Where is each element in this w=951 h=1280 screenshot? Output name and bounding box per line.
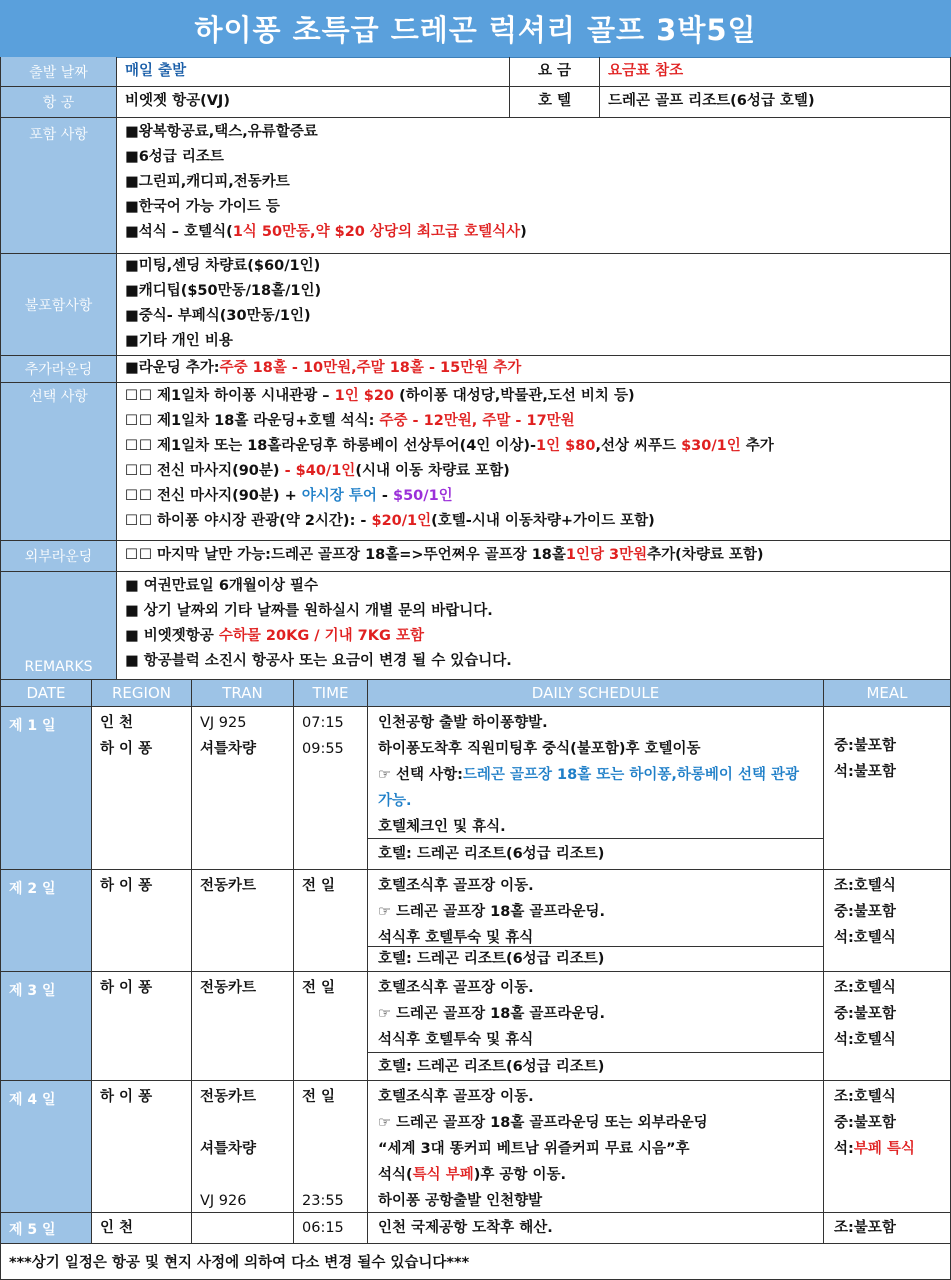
col-header-time: TIME	[294, 680, 368, 707]
day5-date: 제 5 일	[0, 1213, 92, 1244]
included-item: ■그린피,캐디피,전동카트	[125, 174, 290, 190]
excluded-item: ■미팅,센딩 차량료($60/1인)	[125, 258, 321, 274]
day1-hotel: 호텔: 드레곤 리조트(6성급 리조트)	[368, 838, 823, 869]
option-item: ☐☐ 제1일차 18홀 라운딩+호텔 석식: 주중 - 12만원, 주말 - 17만원	[125, 413, 575, 429]
day5-time: 06:15	[294, 1213, 368, 1244]
excluded-list	[117, 254, 951, 356]
remark-item: ■ 여권만료일 6개월이상 필수	[125, 578, 319, 594]
day5-schedule: 인천 국제공항 도착후 해산.	[368, 1213, 824, 1244]
excluded-label: 불포함사항	[0, 254, 117, 356]
outside-round-value: ☐☐ 마지막 날만 가능:드레곤 골프장 18홀=>뚜언쩌우 골프장 18홀 1인당 3만원 추가(차량료 포함)	[117, 541, 951, 572]
option-item: ☐☐ 제1일차 하이퐁 시내관광 – 1인 $20 (하이퐁 대성당,박물관,도선 비치 등)	[125, 388, 635, 404]
day5-region: 인 천	[92, 1213, 192, 1244]
day3-date: 제 3 일	[0, 972, 92, 1081]
excluded-item: ■기타 개인 비용	[125, 333, 233, 349]
remark-item: ■ 항공블럭 소진시 항공사 또는 요금이 변경 될 수 있습니다.	[125, 653, 512, 669]
day3-region: 하 이 퐁	[92, 972, 192, 1081]
remark-item: ■ 비엣젯항공 수하물 20KG / 기내 7KG 포함	[125, 628, 424, 644]
col-header-schedule: DAILY SCHEDULE	[368, 680, 824, 707]
day4-time: 전 일 23:55	[294, 1081, 368, 1213]
day3-tran: 전동카트	[192, 972, 294, 1081]
col-header-tran: TRAN	[192, 680, 294, 707]
included-meal: ■석식 – 호텔식(1식 50만동,약 $20 상당의 최고급 호텔식사)	[125, 224, 527, 240]
extra-round-value: ■라운딩 추가: 주중 18홀 - 10만원,주말 18홀 - 15만원 추가	[117, 356, 951, 383]
day3-schedule: 호텔조식후 골프장 이동. ☞ 드레곤 골프장 18홀 골프라운딩. 석식후 호텔투숙 및 휴식 호텔: 드레곤 리조트(6성급 리조트)	[368, 972, 824, 1081]
price-label: 요 금	[510, 57, 600, 87]
option-item: ☐☐ 하이퐁 야시장 관광(약 2시간): - $20/1인(호텔-시내 이동차량+가이드 포함)	[125, 513, 655, 529]
airline-value: 비엣젯 항공(VJ)	[117, 87, 510, 118]
included-item: ■6성급 리조트	[125, 149, 224, 165]
options-label: 선택 사항	[0, 383, 117, 541]
day3-meal: 조:호텔식 중:불포함 석:호텔식	[824, 972, 951, 1081]
day2-tran: 전동카트	[192, 870, 294, 972]
airline-label: 항 공	[0, 87, 117, 118]
day2-region: 하 이 퐁	[92, 870, 192, 972]
day1-tran: VJ 925 셔틀차량	[192, 707, 294, 870]
included-item: ■왕복항공료,택스,유류할증료	[125, 124, 318, 140]
day4-tran: 전동카트 셔틀차량 VJ 926	[192, 1081, 294, 1213]
depart-value: 매일 출발	[117, 57, 510, 87]
day1-schedule: 인천공항 출발 하이퐁향발. 하이퐁도착후 직원미팅후 중식(불포함)후 호텔이동 ☞ 선택 사항:드레곤 골프장 18홀 또는 하이퐁,하롱베이 선택 관광 가능. 호텔체크인 및 휴식. 호텔: 드레곤 리조트(6성급 리조트)	[368, 707, 824, 870]
day5-tran	[192, 1213, 294, 1244]
hotel-label: 호 텔	[510, 87, 600, 118]
option-item: ☐☐ 제1일차 또는 18홀라운딩후 하롱베이 선상투어(4인 이상)-1인 $80,선상 씨푸드 $30/1인 추가	[125, 438, 774, 454]
excluded-item: ■캐디팁($50만동/18홀/1인)	[125, 283, 322, 299]
day2-meal: 조:호텔식 중:불포함 석:호텔식	[824, 870, 951, 972]
day1-time: 07:15 09:55	[294, 707, 368, 870]
day5-meal: 조:불포함	[824, 1213, 951, 1244]
price-value: 요금표 참조	[600, 57, 951, 87]
outside-round-label: 외부라운딩	[0, 541, 117, 572]
day2-date: 제 2 일	[0, 870, 92, 972]
day2-hotel: 호텔: 드레곤 리조트(6성급 리조트)	[368, 946, 823, 971]
option-item: ☐☐ 전신 마사지(90분) - $40/1인(시내 이동 차량료 포함)	[125, 463, 510, 479]
col-header-meal: MEAL	[824, 680, 951, 707]
remarks-list	[117, 572, 951, 680]
day1-meal: 중:불포함 석:불포함	[824, 707, 951, 870]
day3-time: 전 일	[294, 972, 368, 1081]
depart-label: 출발 날짜	[0, 57, 117, 87]
excluded-item: ■중식- 부페식(30만동/1인)	[125, 308, 311, 324]
day2-time: 전 일	[294, 870, 368, 972]
day3-hotel: 호텔: 드레곤 리조트(6성급 리조트)	[368, 1052, 823, 1080]
remarks-label: REMARKS	[0, 572, 117, 680]
day2-schedule: 호텔조식후 골프장 이동. ☞ 드레곤 골프장 18홀 골프라운딩. 석식후 호텔투숙 및 휴식 호텔: 드레곤 리조트(6성급 리조트)	[368, 870, 824, 972]
col-header-region: REGION	[92, 680, 192, 707]
extra-round-label: 추가라운딩	[0, 356, 117, 383]
hotel-value: 드레곤 골프 리조트(6성급 호텔)	[600, 87, 951, 118]
col-header-date: DATE	[0, 680, 92, 707]
day4-schedule: 호텔조식후 골프장 이동. ☞ 드레곤 골프장 18홀 골프라운딩 또는 외부라운딩 “세계 3대 똥커피 베트남 위즐커피 무료 시음”후 석식(특식 부페)후 공항 이동. 하이퐁 공항출발 인천향발	[368, 1081, 824, 1213]
footer-note: ***상기 일정은 항공 및 현지 사정에 의하여 다소 변경 될수 있습니다***	[0, 1244, 951, 1280]
day1-date: 제 1 일	[0, 707, 92, 870]
included-list	[117, 118, 951, 254]
included-label: 포함 사항	[0, 118, 117, 254]
page-title: 하이퐁 초특급 드레곤 럭셔리 골프 3박5일	[0, 0, 951, 58]
option-item: ☐☐ 전신 마사지(90분) + 야시장 투어 - $50/1인	[125, 488, 453, 504]
day4-region: 하 이 퐁	[92, 1081, 192, 1213]
day1-region: 인 천 하 이 퐁	[92, 707, 192, 870]
included-item: ■한국어 가능 가이드 등	[125, 199, 280, 215]
remark-item: ■ 상기 날짜외 기타 날짜를 원하실시 개별 문의 바랍니다.	[125, 603, 493, 619]
day4-meal: 조:호텔식 중:불포함 석:부페 특식	[824, 1081, 951, 1213]
options-list	[117, 383, 951, 541]
day4-date: 제 4 일	[0, 1081, 92, 1213]
